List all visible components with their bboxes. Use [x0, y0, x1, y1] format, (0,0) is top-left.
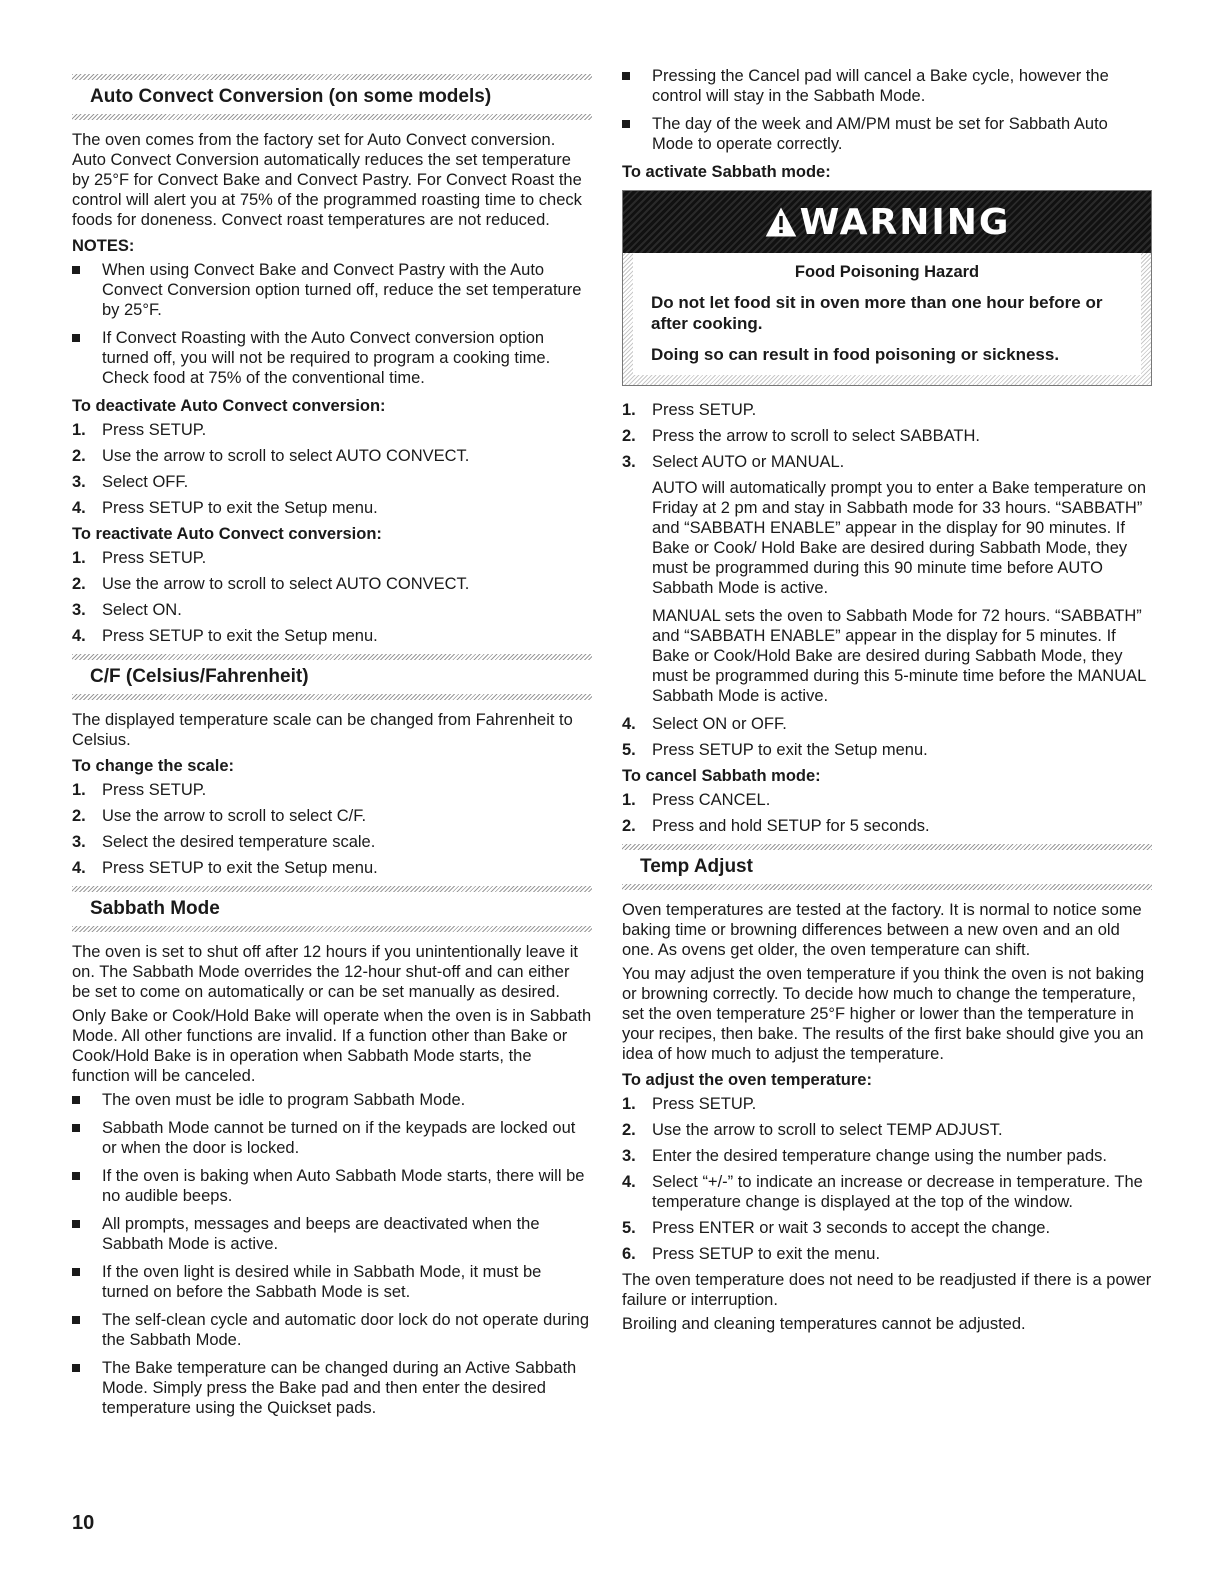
step-item: 2. Press the arrow to scroll to select SABBATH.: [622, 427, 980, 445]
list-item: The self-clean cycle and automatic door lock do not operate during the Sabbath Mode.: [72, 1310, 592, 1350]
activate-steps: [622, 400, 1152, 472]
section-title: Temp Adjust: [640, 856, 753, 877]
sabbath-para-2: Only Bake or Cook/Hold Bake will operate when the oven is in Sabbath Mode. All other functions are invalid. If a function other than Bake or Cook/Hold Bake is in operation when Sabbath Mode starts, the function will be canceled.: [72, 1007, 592, 1085]
section-title: C/F (Celsius/Fahrenheit): [90, 666, 309, 687]
section-header-cf: [72, 654, 592, 700]
step-item: 3. Select ON.: [72, 601, 182, 619]
bullet-icon: [72, 334, 80, 342]
step-notes: [622, 478, 1152, 706]
step-item: 3. Enter the desired temperature change using the number pads.: [622, 1147, 1107, 1165]
step-item: 4. Press SETUP to exit the Setup menu.: [72, 499, 378, 517]
bullet-icon: [72, 1096, 80, 1104]
bullet-icon: [72, 1124, 80, 1132]
list-item: The Bake temperature can be changed during an Active Sabbath Mode. Simply press the Bake pad and then enter the desired temperature using the Quickset pads.: [72, 1358, 592, 1418]
temp-para-1: Oven temperatures are tested at the factory. It is normal to notice some baking time or browning differences between a new oven and an old one. As ovens get older, the oven temperature can shift.: [622, 901, 1142, 959]
list-item: The day of the week and AM/PM must be set for Sabbath Auto Mode to operate correctly.: [622, 114, 1152, 154]
warning-text-1: Do not let food sit in oven more than one hour before or after cooking.: [651, 293, 1103, 333]
step-item: 1. Press SETUP.: [622, 1095, 757, 1113]
step-item: 5. Press SETUP to exit the Setup menu.: [622, 741, 928, 759]
step-item: 4. Press SETUP to exit the Setup menu.: [72, 627, 378, 645]
section-title: Auto Convect Conversion (on some models): [90, 86, 492, 107]
step-item: 2. Use the arrow to scroll to select AUTO CONVECT.: [72, 575, 470, 593]
left-column: [72, 66, 592, 1426]
manual-note: MANUAL sets the oven to Sabbath Mode for 72 hours. “SABBATH” and “SABBATH ENABLE” appear in the display for 5 minutes. If Bake or Cook/Hold Bake are desired during Sabbath Mode, they must be programmed during this 5-minute time before the MANUAL Sabbath Mode is active.: [652, 607, 1146, 705]
list-item: All prompts, messages and beeps are deactivated when the Sabbath Mode is active.: [72, 1214, 592, 1254]
warning-body: [633, 253, 1141, 375]
right-column: [622, 66, 1152, 1338]
sabbath-bullets-continued: [622, 66, 1152, 154]
adjust-temp-label: To adjust the oven temperature:: [622, 1071, 872, 1089]
section-header-sabbath: [72, 886, 592, 932]
sabbath-bullets: [72, 1090, 592, 1418]
warning-title: [764, 202, 1011, 243]
header-rule-bottom: [72, 926, 592, 932]
header-rule-bottom: [72, 114, 592, 120]
deactivate-label: To deactivate Auto Convect conversion:: [72, 397, 386, 415]
header-rule-bottom: [72, 694, 592, 700]
header-rule-bottom: [622, 884, 1152, 890]
reactivate-steps: [72, 548, 592, 646]
bullet-icon: [72, 1220, 80, 1228]
step-item: 4. Press SETUP to exit the Setup menu.: [72, 859, 378, 877]
list-item: If the oven is baking when Auto Sabbath Mode starts, there will be no audible beeps.: [72, 1166, 592, 1206]
notes-list: [72, 260, 592, 388]
page-number: 10: [72, 1512, 95, 1534]
step-item: 3. Select the desired temperature scale.: [72, 833, 376, 851]
cancel-sabbath-label: To cancel Sabbath mode:: [622, 767, 821, 785]
auto-convect-intro: The oven comes from the factory set for Auto Convect conversion. Auto Convect Conversion automatically reduces the set temperature by 25°F for Convect Bake and Convect Pastry. For Convect Roast the control will alert you at 75% of the programmed roasting time to check foods for doneness. Convect roast temperatures are not reduced.: [72, 131, 582, 229]
deactivate-steps: [72, 420, 592, 518]
step-item: 1. Press SETUP.: [72, 421, 207, 439]
temp-para-4: Broiling and cleaning temperatures cannot be adjusted.: [622, 1315, 1026, 1333]
section-header-auto-convect: [72, 74, 592, 120]
bullet-icon: [622, 72, 630, 80]
step-item: 3. Select OFF.: [72, 473, 189, 491]
list-item: If Convect Roasting with the Auto Convect conversion option turned off, you will not be required to program a cooking time. Check food at 75% of the conventional time.: [72, 328, 592, 388]
bullet-icon: [622, 120, 630, 128]
step-item: 3. Select AUTO or MANUAL.: [622, 453, 845, 471]
list-item: Sabbath Mode cannot be turned on if the keypads are locked out or when the door is locked.: [72, 1118, 592, 1158]
step-item: 1. Press CANCEL.: [622, 791, 771, 809]
bullet-icon: [72, 266, 80, 274]
warning-banner: [623, 191, 1151, 253]
step-item: 4. Select “+/-” to indicate an increase or decrease in temperature. The temperature change is displayed at the top of the window.: [622, 1173, 1143, 1211]
step-item: 2. Use the arrow to scroll to select TEMP ADJUST.: [622, 1121, 1003, 1139]
step-item: 4. Select ON or OFF.: [622, 715, 787, 733]
step-item: 2. Use the arrow to scroll to select C/F.: [72, 807, 367, 825]
auto-note: AUTO will automatically prompt you to enter a Bake temperature on Friday at 2 pm and stay in Sabbath mode for 33 hours. “SABBATH” and “SABBATH ENABLE” appear in the display for 90 minutes. If Bake or Cook/ Hold Bake are desired during Sabbath Mode, they must be programmed during this 90 minute time before AUTO Sabbath Mode is active.: [652, 479, 1147, 597]
cf-intro: The displayed temperature scale can be changed from Fahrenheit to Celsius.: [72, 711, 573, 749]
warning-box: [622, 190, 1152, 386]
step-item: 5. Press ENTER or wait 3 seconds to accept the change.: [622, 1219, 1051, 1237]
list-item: If the oven light is desired while in Sabbath Mode, it must be turned on before the Sabbath Mode is set.: [72, 1262, 592, 1302]
temp-steps: [622, 1094, 1152, 1264]
bullet-icon: [72, 1268, 80, 1276]
cancel-steps: [622, 790, 1152, 836]
warning-text-2: Doing so can result in food poisoning or sickness.: [651, 345, 1060, 364]
activate-steps-continued: [622, 714, 1152, 760]
step-item: 6. Press SETUP to exit the menu.: [622, 1245, 881, 1263]
notes-label: NOTES:: [72, 237, 135, 255]
list-item: The oven must be idle to program Sabbath Mode.: [72, 1090, 592, 1110]
warning-heading: Food Poisoning Hazard: [794, 263, 980, 281]
warning-word: WARNING: [799, 201, 1011, 243]
bullet-icon: [72, 1364, 80, 1372]
reactivate-label: To reactivate Auto Convect conversion:: [72, 525, 382, 543]
step-item: 1. Press SETUP.: [72, 549, 207, 567]
sabbath-para-1: The oven is set to shut off after 12 hours if you unintentionally leave it on. The Sabbath Mode overrides the 12-hour shut-off and can either be set to come on automatically or can be set manually as desired.: [72, 943, 578, 1001]
list-item: Pressing the Cancel pad will cancel a Bake cycle, however the control will stay in the Sabbath Mode.: [622, 66, 1152, 106]
temp-para-3: The oven temperature does not need to be readjusted if there is a power failure or interruption.: [622, 1271, 1152, 1309]
step-item: 1. Press SETUP.: [622, 401, 757, 419]
step-item: 2. Use the arrow to scroll to select AUTO CONVECT.: [72, 447, 470, 465]
section-title: Sabbath Mode: [90, 898, 220, 919]
bullet-icon: [72, 1316, 80, 1324]
cf-steps: [72, 780, 592, 878]
warning-triangle-icon: [764, 205, 798, 239]
step-item: 2. Press and hold SETUP for 5 seconds.: [622, 817, 930, 835]
step-item: 1. Press SETUP.: [72, 781, 207, 799]
change-scale-label: To change the scale:: [72, 757, 234, 775]
bullet-icon: [72, 1172, 80, 1180]
activate-sabbath-label: To activate Sabbath mode:: [622, 163, 831, 181]
section-header-temp-adjust: [622, 844, 1152, 890]
list-item: When using Convect Bake and Convect Pastry with the Auto Convect Conversion option turned off, reduce the set temperature by 25°F.: [72, 260, 592, 320]
temp-para-2: You may adjust the oven temperature if you think the oven is not baking or browning correctly. To decide how much to change the temperature, set the oven temperature 25°F higher or lower than the temperature in your recipes, then bake. The results of the first bake should give you an idea of how much to adjust the temperature.: [622, 965, 1145, 1063]
